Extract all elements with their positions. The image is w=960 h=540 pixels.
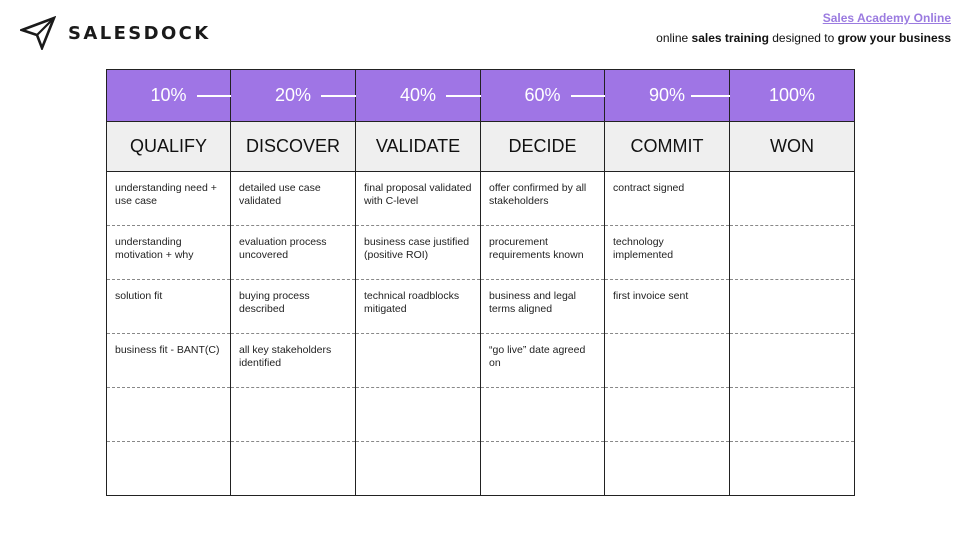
table-cell bbox=[730, 172, 855, 226]
stage-qualify: QUALIFY bbox=[107, 122, 231, 172]
table-row bbox=[107, 334, 855, 388]
stage-validate: VALIDATE bbox=[356, 122, 481, 172]
table-cell bbox=[605, 334, 730, 388]
table-cell: technology implemented bbox=[605, 226, 730, 280]
stage-decide: DECIDE bbox=[481, 122, 605, 172]
stage-discover: DISCOVER bbox=[231, 122, 356, 172]
table-cell bbox=[231, 388, 356, 442]
table-cell bbox=[231, 442, 356, 496]
table-cell bbox=[605, 442, 730, 496]
table-cell: business and legal terms aligned bbox=[481, 280, 605, 334]
table-cell: solution fit bbox=[107, 280, 231, 334]
probability-cell bbox=[481, 70, 605, 122]
probability-label: 60% bbox=[524, 85, 561, 105]
stage-row bbox=[107, 122, 855, 172]
table-cell bbox=[356, 388, 481, 442]
probability-label: 100% bbox=[768, 85, 816, 105]
table-row bbox=[107, 280, 855, 334]
stage-commit: COMMIT bbox=[605, 122, 730, 172]
table-cell: all key stakeholders identified bbox=[231, 334, 356, 388]
tagline-part: online bbox=[656, 31, 692, 45]
table-cell: business fit - BANT(C) bbox=[107, 334, 231, 388]
probability-cell bbox=[107, 70, 231, 122]
table-cell: technical roadblocks mitigated bbox=[356, 280, 481, 334]
table-row bbox=[107, 388, 855, 442]
brand-logo[interactable] bbox=[20, 16, 211, 50]
probability-cell bbox=[605, 70, 730, 122]
table-cell: offer confirmed by all stakeholders bbox=[481, 172, 605, 226]
table-cell: evaluation process uncovered bbox=[231, 226, 356, 280]
table-row bbox=[107, 172, 855, 226]
tagline bbox=[656, 31, 951, 45]
probability-label: 20% bbox=[274, 85, 312, 105]
table-cell bbox=[730, 334, 855, 388]
table-row bbox=[107, 442, 855, 496]
table-cell bbox=[356, 334, 481, 388]
paper-plane-icon bbox=[20, 16, 56, 50]
table-cell: business case justified (positive ROI) bbox=[356, 226, 481, 280]
table-cell bbox=[356, 442, 481, 496]
table-cell bbox=[481, 388, 605, 442]
table-cell: procurement requirements known bbox=[481, 226, 605, 280]
table-cell bbox=[481, 442, 605, 496]
table-cell: contract signed bbox=[605, 172, 730, 226]
tagline-emphasis: sales training bbox=[691, 31, 769, 45]
table-cell: buying process described bbox=[231, 280, 356, 334]
table-cell bbox=[605, 388, 730, 442]
table-cell: understanding motivation + why bbox=[107, 226, 231, 280]
header-right bbox=[656, 9, 951, 45]
table-cell bbox=[730, 226, 855, 280]
tagline-emphasis: grow your business bbox=[837, 31, 951, 45]
probability-cell bbox=[730, 70, 855, 122]
table-cell: “go live” date agreed on bbox=[481, 334, 605, 388]
table-cell bbox=[730, 280, 855, 334]
probability-cell bbox=[231, 70, 356, 122]
table-cell: final proposal validated with C-level bbox=[356, 172, 481, 226]
table-cell: detailed use case validated bbox=[231, 172, 356, 226]
table-cell bbox=[107, 442, 231, 496]
table-cell bbox=[730, 442, 855, 496]
probability-row bbox=[107, 70, 855, 122]
brand-name: SALESDOCK bbox=[68, 22, 211, 44]
sales-academy-link[interactable]: Sales Academy Online bbox=[822, 11, 951, 25]
table-cell: first invoice sent bbox=[605, 280, 730, 334]
stage-won: WON bbox=[730, 122, 855, 172]
probability-label: 40% bbox=[399, 85, 437, 105]
tagline-part: designed to bbox=[768, 31, 838, 45]
table-cell bbox=[730, 388, 855, 442]
table-cell bbox=[107, 388, 231, 442]
probability-label: 10% bbox=[150, 85, 187, 105]
table-row bbox=[107, 226, 855, 280]
sales-pipeline-table bbox=[106, 69, 855, 496]
probability-cell bbox=[356, 70, 481, 122]
probability-label: 90% bbox=[648, 85, 686, 105]
table-cell: understanding need + use case bbox=[107, 172, 231, 226]
